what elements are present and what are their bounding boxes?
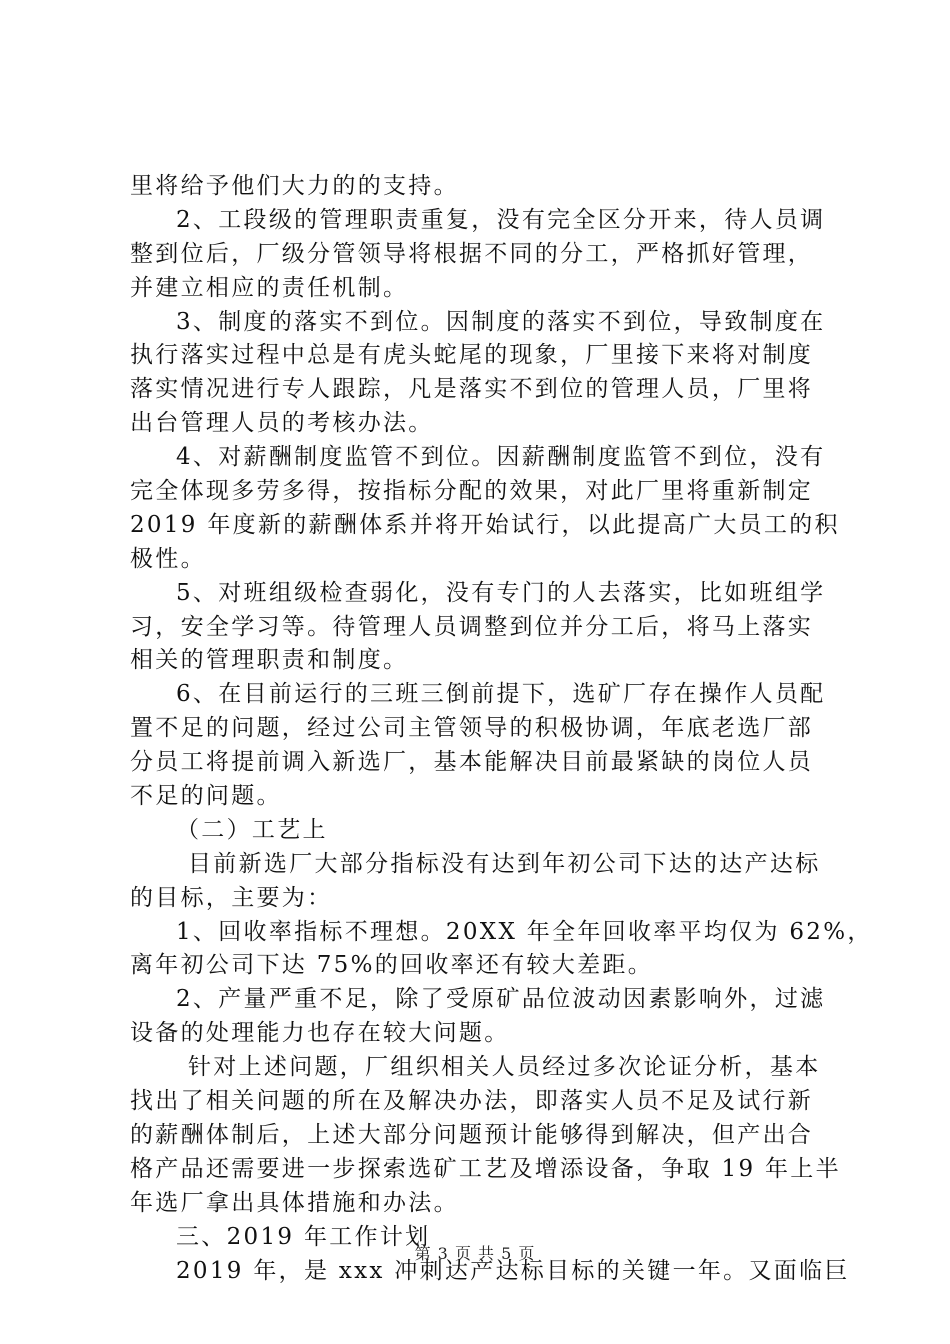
body-text [130, 170, 873, 1288]
text-line: 的薪酬体制后，上述大部分问题预计能够得到解决，但产出合 [130, 1121, 814, 1148]
text-line: 1、回收率指标不理想。20XX 年全年回收率平均仅为 62%， [176, 918, 873, 945]
text-line: 整到位后，厂级分管领导将根据不同的分工，严格抓好管理， [130, 240, 814, 267]
text-line: 不足的问题。 [130, 783, 282, 810]
text-line: 2019 年度新的薪酬体系并将开始试行，以此提高广大员工的积 [130, 511, 840, 538]
text-line: 设备的处理能力也存在较大问题。 [130, 1020, 510, 1047]
text-line: 相关的管理职责和制度。 [130, 647, 409, 674]
section-heading: （二）工艺上 [176, 816, 328, 843]
text-line: 执行落实过程中总是有虎头蛇尾的现象，厂里接下来将对制度 [130, 342, 814, 369]
page-footer: 第 3 页 共 5 页 [414, 1244, 536, 1263]
text-line: 完全体现多劳多得，按指标分配的效果，对此厂里将重新制定 [130, 478, 814, 505]
text-line: 的目标，主要为： [130, 884, 333, 911]
text-line: 年选厂拿出具体措施和办法。 [130, 1189, 459, 1216]
text-line: 分员工将提前调入新选厂，基本能解决目前最紧缺的岗位人员 [130, 749, 814, 776]
text-line: 习，安全学习等。待管理人员调整到位并分工后，将马上落实 [130, 613, 814, 640]
text-line: 极性。 [130, 545, 206, 572]
text-line: 3、制度的落实不到位。因制度的落实不到位，导致制度在 [176, 308, 826, 335]
text-line: 离年初公司下达 75%的回收率还有较大差距。 [130, 952, 654, 979]
text-line: 里将给予他们大力的的支持。 [130, 173, 459, 199]
text-line: 格产品还需要进一步探索选矿工艺及增添设备，争取 19 年上半 [130, 1155, 841, 1182]
text-line: 针对上述问题，厂组织相关人员经过多次论证分析，基本 [188, 1054, 821, 1081]
section-heading: 三、2019 年工作计划 [176, 1223, 431, 1250]
text-line: 5、对班组级检查弱化，没有专门的人去落实，比如班组学 [176, 579, 826, 606]
text-line: 置不足的问题，经过公司主管领导的积极协调，年底老选厂部 [130, 715, 814, 742]
text-line: 2019 年，是 xxx 冲刺达产达标目标的关键一年。又面临巨 [176, 1257, 850, 1284]
text-line: 2、工段级的管理职责重复，没有完全区分开来，待人员调 [176, 206, 826, 233]
text-line: 找出了相关问题的所在及解决办法，即落实人员不足及试行新 [130, 1088, 814, 1115]
text-line: 2、产量严重不足，除了受原矿品位波动因素影响外，过滤 [176, 986, 826, 1013]
text-line: 并建立相应的责任机制。 [130, 274, 409, 301]
text-line: 6、在目前运行的三班三倒前提下，选矿厂存在操作人员配 [176, 681, 826, 708]
text-line: 出台管理人员的考核办法。 [130, 410, 434, 437]
text-line: 4、对薪酬制度监管不到位。因薪酬制度监管不到位，没有 [176, 444, 826, 471]
text-line: 落实情况进行专人跟踪，凡是落实不到位的管理人员，厂里将 [130, 376, 814, 403]
text-line: 目前新选厂大部分指标没有达到年初公司下达的达产达标 [188, 850, 821, 877]
